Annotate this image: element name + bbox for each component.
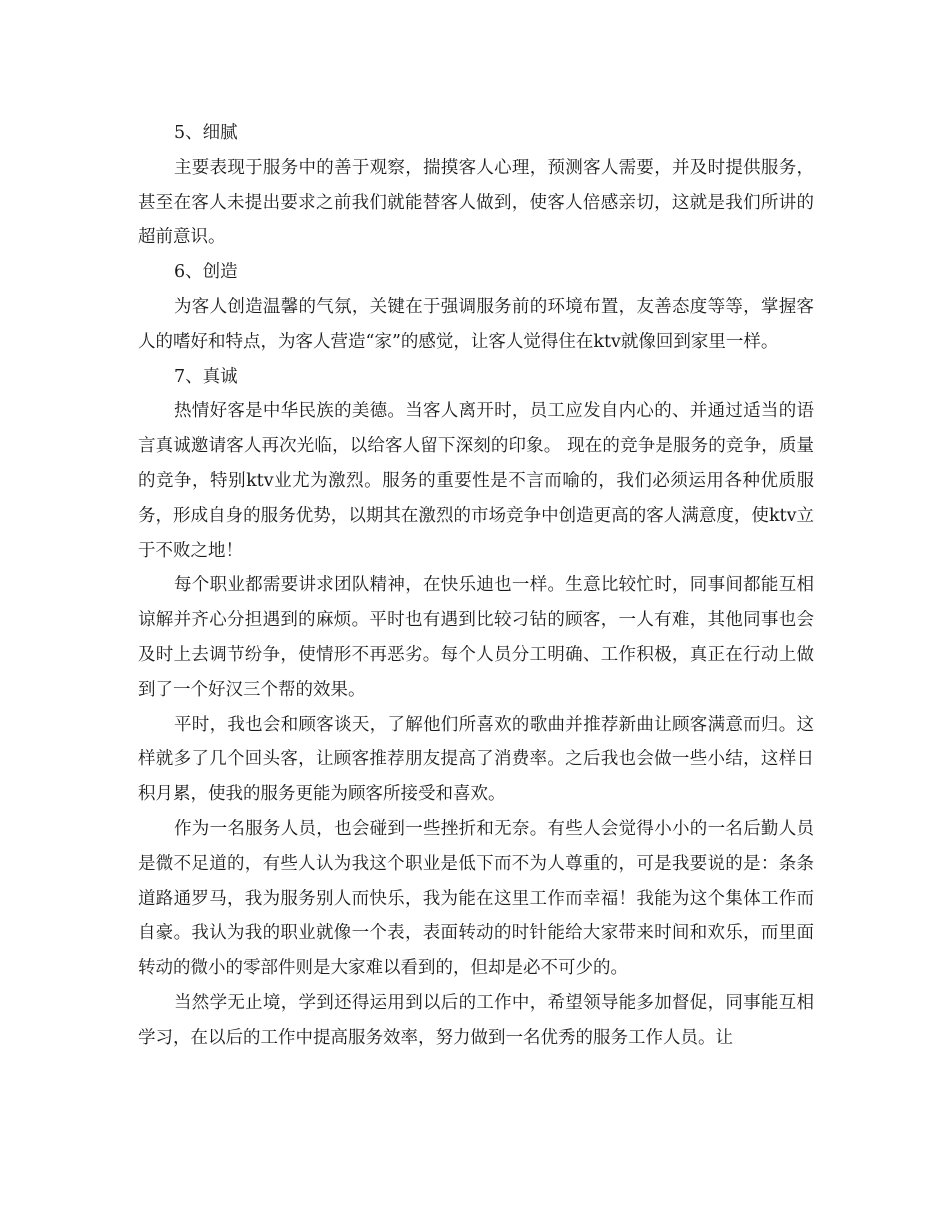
section-7-paragraph-1: 热情好客是中华民族的美德。当客人离开时，员工应发自内心的、并通过适当的语言真诚邀请客人再次光临，以给客人留下深刻的印象。 现在的竞争是服务的竞争，质量的竞争，特别ktv业尤为激烈。服务的重要性是不言而喻的，我们必须运用各种优质服务，形成自身的服务优势，以期其在激烈的市场竞争中创造更高的客人满意度，使ktv立于不败之地！ — [138, 401, 814, 561]
teamwork-paragraph: 每个职业都需要讲求团队精神，在快乐迪也一样。生意比较忙时，同事间都能互相谅解并齐心分担遇到的麻烦。平时也有遇到比较刁钻的顾客，一人有难，其他同事也会及时上去调节纷争，使情形不再恶劣。每个人员分工明确、工作积极，真正在行动上做到了一个好汉三个帮的效果。 — [138, 575, 814, 700]
service-pride-paragraph: 作为一名服务人员，也会碰到一些挫折和无奈。有些人会觉得小小的一名后勤人员是微不足道的，有些人认为我这个职业是低下而不为人尊重的，可是我要说的是：条条道路通罗马，我为服务别人而快乐，我为能在这里工作而幸福！我能为这个集体工作而自豪。我认为我的职业就像一个表，表面转动的时针能给大家带来时间和欢乐，而里面转动的微小的零部件则是大家难以看到的，但却是必不可少的。 — [138, 818, 814, 979]
continuous-learning-paragraph: 当然学无止境，学到还得运用到以后的工作中，希望领导能多加督促，同事能互相学习，在以后的工作中提高服务效率，努力做到一名优秀的服务工作人员。让 — [138, 992, 814, 1048]
section-6-paragraph: 为客人创造温馨的气氛，关键在于强调服务前的环境布置，友善态度等等，掌握客人的嗜好和特点，为客人营造“家”的感觉，让客人觉得住在ktv就像回到家里一样。 — [138, 296, 814, 352]
section-5-paragraph: 主要表现于服务中的善于观察，揣摸客人心理，预测客人需要，并及时提供服务，甚至在客人未提出要求之前我们就能替客人做到，使客人倍感亲切，这就是我们所讲的超前意识。 — [138, 157, 814, 248]
section-heading-5: 5、细腻 — [174, 123, 238, 143]
document-body — [138, 116, 814, 1056]
section-heading-6: 6、创造 — [174, 262, 238, 283]
section-heading-7: 7、真诚 — [174, 366, 238, 387]
customer-chat-paragraph: 平时，我也会和顾客谈天，了解他们所喜欢的歌曲并推荐新曲让顾客满意而归。这样就多了几个回头客，让顾客推荐朋友提高了消费率。之后我也会做一些小结，这样日积月累，使我的服务更能为顾客所接受和喜欢。 — [138, 714, 814, 805]
